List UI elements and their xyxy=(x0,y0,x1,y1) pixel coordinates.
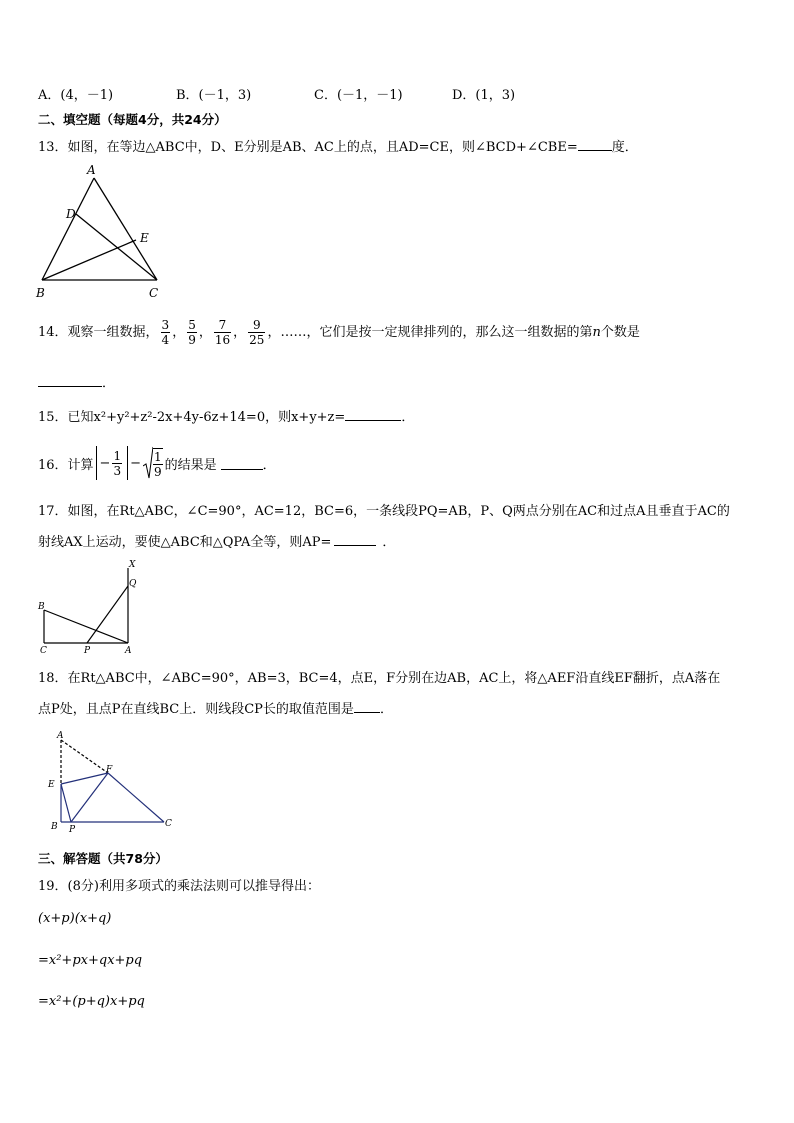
question-16 xyxy=(38,446,276,480)
question-17-line-1: 17．如图，在Rt△ABC，∠C=90°，AC=12，BC=6，一条线段PQ=AB，P、Q两点分别在AC和过点A且垂直于AC的 xyxy=(38,504,730,519)
label-f: F xyxy=(106,765,113,775)
question-14: 14．观察一组数据， $\frac{3}{4}$ ， $\frac{5}{9}$ ， $\frac{7}{16}$ ， $\frac{9}{25}$ ，……，它们是按一定规律排列的，那么这一组数据的第n个数是 xyxy=(38,318,640,347)
q17-answer-blank[interactable] xyxy=(334,533,376,546)
abs-fraction: $\frac{1}{3}$ xyxy=(113,448,122,478)
q18-text: 点P处，且点P在直线BC上．则线段CP长的取值范围是 xyxy=(38,702,354,717)
question-19: 19．(8分)利用多项式的乘法法则可以推导得出： xyxy=(38,879,320,894)
line-ab xyxy=(42,178,94,280)
question-15 xyxy=(38,406,414,425)
label-q: Q xyxy=(129,579,137,589)
label-b: B xyxy=(38,602,45,612)
label-c: C xyxy=(149,286,159,300)
option-a: A．(4，－1) xyxy=(38,88,114,103)
radical-sign-icon xyxy=(143,446,153,480)
q16-answer-blank[interactable] xyxy=(221,457,263,470)
q14-var: n xyxy=(592,325,601,340)
q13-text: 13．如图，在等边△ABC中，D、E分别是AB、AC上的点，且AD=CE，则∠BCD+∠CBE= xyxy=(38,140,578,155)
line-cd xyxy=(76,214,157,280)
line-fc xyxy=(108,773,164,822)
sqrt-fraction: $\frac{1}{9}$ xyxy=(154,449,162,479)
q14-prefix: 14．观察一组数据， xyxy=(38,325,159,340)
q17-figure xyxy=(32,558,147,653)
q14-answer-blank[interactable] xyxy=(38,374,102,387)
q15-text: 15．已知x²+y²+z²-2x+4y-6z+14=0，则x+y+z= xyxy=(38,410,346,425)
q17-text: 射线AX上运动，要使△ABC和△QPA全等，则AP= xyxy=(38,535,332,550)
label-a: A xyxy=(125,646,132,653)
label-e: E xyxy=(48,780,55,790)
question-18-line-2 xyxy=(38,698,393,717)
q18-end: ． xyxy=(379,702,393,717)
label-a: A xyxy=(87,163,96,177)
label-c: C xyxy=(40,646,47,653)
equation-3: =x²+(p+q)x+pq xyxy=(38,994,145,1009)
q16-expression: − $\frac{1}{3}$ − $\frac{1}{9}$ xyxy=(96,446,165,480)
absolute-value: − $\frac{1}{3}$ xyxy=(96,446,129,480)
line-ba xyxy=(44,610,128,643)
equation-2: =x²+px+qx+pq xyxy=(38,953,143,968)
section-3-title: 三、解答题（共78分） xyxy=(38,851,168,866)
label-x: X xyxy=(129,560,136,570)
fraction-1: $\frac{3}{4}$ xyxy=(161,318,170,347)
dashed-af xyxy=(61,740,108,773)
line-ep xyxy=(61,784,71,822)
q15-end: ． xyxy=(401,410,415,425)
q16-end: ． xyxy=(262,457,276,473)
question-17-line-2 xyxy=(38,531,395,550)
q14-answer-line xyxy=(38,372,115,391)
line-be xyxy=(42,240,136,280)
q13-answer-blank[interactable] xyxy=(578,138,612,151)
square-root xyxy=(143,446,165,480)
q16-suffix: 的结果是 xyxy=(164,457,217,473)
q14-end: ． xyxy=(102,376,116,391)
fraction-3: $\frac{7}{16}$ xyxy=(214,318,231,347)
q17-end: ． xyxy=(382,535,396,550)
label-c: C xyxy=(165,819,172,829)
q16-prefix: 16．计算 xyxy=(38,457,94,473)
q14-suffix: ，……，它们是按一定规律排列的，那么这一组数据的第 xyxy=(267,325,593,340)
option-c: C．(－1，－1) xyxy=(314,88,403,103)
option-d: D．(1，3) xyxy=(452,88,516,103)
section-2-title: 二、填空题（每题4分，共24分） xyxy=(38,112,227,127)
fraction-4: $\frac{9}{25}$ xyxy=(249,318,265,347)
q18-figure xyxy=(42,726,182,836)
q13-triangle-figure xyxy=(30,160,170,305)
q15-answer-blank[interactable] xyxy=(345,408,401,421)
label-a: A xyxy=(57,731,64,741)
equation-1: (x+p)(x+q) xyxy=(38,911,112,926)
question-18-line-1: 18．在Rt△ABC中，∠ABC=90°，AB=3，BC=4，点E，F分别在边AB，AC上，将△AEF沿直线EF翻折，点A落在 xyxy=(38,671,721,686)
q18-answer-blank[interactable] xyxy=(354,700,380,713)
label-d: D xyxy=(66,207,76,221)
label-b: B xyxy=(51,822,58,832)
question-13 xyxy=(38,136,638,155)
q13-text-end: 度． xyxy=(611,140,638,155)
option-b: B．(－1，3) xyxy=(176,88,252,103)
label-p: P xyxy=(69,825,76,835)
label-e: E xyxy=(140,231,149,245)
line-ac xyxy=(94,178,157,280)
label-b: B xyxy=(36,286,45,300)
label-p: P xyxy=(84,646,91,653)
q14-suffix2: 个数是 xyxy=(600,325,640,340)
fraction-2: $\frac{5}{9}$ xyxy=(188,318,196,347)
